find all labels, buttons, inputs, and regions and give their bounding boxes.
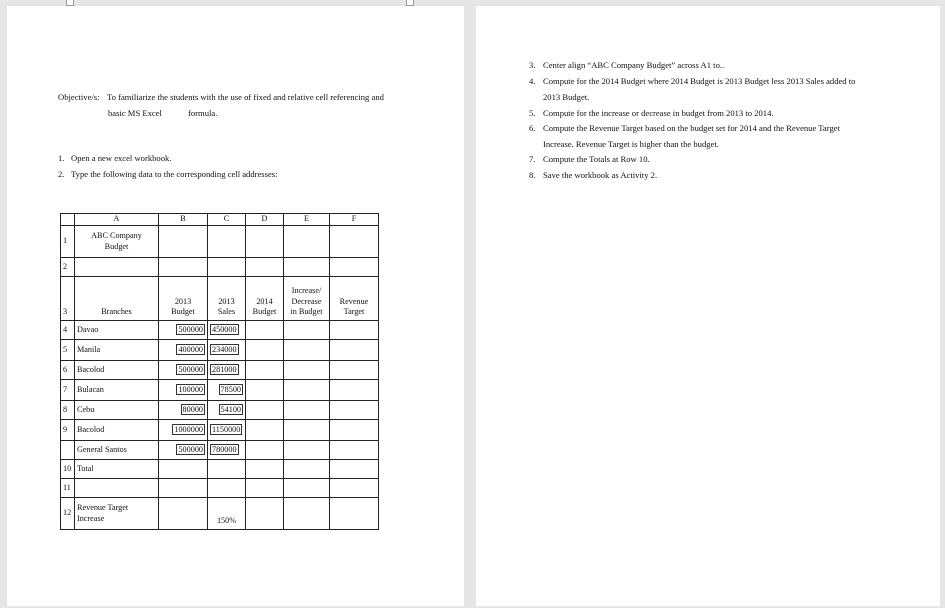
step-text: Compute the Totals at Row 10. <box>543 154 650 164</box>
revenue-label-line: Increase <box>77 513 105 523</box>
table-row <box>61 420 379 441</box>
sales-cell <box>208 401 246 420</box>
sales-cell <box>208 420 246 441</box>
revenue-label-line: Revenue Target <box>77 503 129 513</box>
step-number: 8. <box>529 170 536 180</box>
branch-cell: Bacolod <box>75 420 159 441</box>
sales-cell <box>208 321 246 340</box>
step-number: 1. <box>58 153 65 163</box>
sales-cell <box>208 361 246 380</box>
step-text: Open a new excel workbook. <box>71 153 172 163</box>
column-header-row <box>61 214 379 226</box>
sales-cell <box>208 340 246 361</box>
row-number: 4 <box>61 321 75 340</box>
header-branches: Branches <box>75 277 159 321</box>
column-header: B <box>159 214 208 226</box>
budget-value: 500000 <box>178 445 203 455</box>
table-row <box>61 258 379 277</box>
budget-value: 1000000 <box>174 425 203 435</box>
branch-cell: Bulacan <box>75 380 159 401</box>
revenue-target-row <box>61 498 379 530</box>
step-number: 5. <box>529 108 536 118</box>
step-number: 4. <box>529 76 536 86</box>
a1-line: ABC Company <box>91 231 142 241</box>
sales-cell <box>208 441 246 460</box>
row-number: 2 <box>61 258 75 277</box>
step-number: 6. <box>529 123 536 133</box>
sales-value: 78500 <box>220 385 241 395</box>
row-number: 10 <box>61 460 75 479</box>
step-text-continued: Increase. Revenue Target is higher than the budget. <box>543 139 719 149</box>
objective-text-line-2b: formula. <box>188 108 218 118</box>
budget-cell <box>159 361 208 380</box>
sales-value: 54100 <box>220 405 241 415</box>
header-line: Revenue <box>339 296 369 306</box>
step-number: 2. <box>58 169 65 179</box>
step-text: Center align “ABC Company Budget” across A1 to.. <box>543 60 725 70</box>
header-line: Decrease <box>291 296 322 306</box>
document-page-left <box>7 6 464 606</box>
total-row <box>61 460 379 479</box>
header-line: Sales <box>217 306 236 316</box>
column-header: E <box>284 214 330 226</box>
budget-value: 400000 <box>178 345 203 355</box>
branch-cell: Bacolod <box>75 361 159 380</box>
header-line: 2013 <box>218 296 235 306</box>
budget-cell <box>159 340 208 361</box>
budget-value: 100000 <box>178 385 203 395</box>
table-row <box>61 340 379 361</box>
table-row <box>61 479 379 498</box>
header-line: 2013 <box>174 296 192 306</box>
sales-value: 780000 <box>212 445 237 455</box>
step-text: Type the following data to the corresponding cell addresses: <box>71 169 278 179</box>
column-header: C <box>208 214 246 226</box>
row-number: 12 <box>61 498 75 530</box>
revenue-target-value: 150% <box>208 498 246 530</box>
step-text: Compute the Revenue Target based on the budget set for 2014 and the Revenue Target <box>543 123 840 133</box>
budget-cell <box>159 420 208 441</box>
step-number: 3. <box>529 60 536 70</box>
table-row <box>61 226 379 258</box>
branch-cell: Manila <box>75 340 159 361</box>
objective-text-line-1: To familiarize the students with the use of fixed and relative cell referencing and <box>107 92 384 102</box>
row-number: 9 <box>61 420 75 441</box>
row-number: 11 <box>61 479 75 498</box>
header-2013-budget <box>159 277 208 321</box>
step-text: Compute for the 2014 Budget where 2014 Budget is 2013 Budget less 2013 Sales added to <box>543 76 856 86</box>
budget-cell <box>159 441 208 460</box>
budget-cell <box>159 401 208 420</box>
table-row <box>61 441 379 460</box>
header-line: in Budget <box>290 306 323 316</box>
table-row <box>61 361 379 380</box>
a1-line: Budget <box>104 241 129 251</box>
table-row <box>61 321 379 340</box>
header-line: 2014 <box>256 296 273 306</box>
document-page-right <box>476 6 940 606</box>
table-row <box>61 380 379 401</box>
sales-cell <box>208 380 246 401</box>
row-number: 6 <box>61 361 75 380</box>
row-number: 5 <box>61 340 75 361</box>
header-line: Increase/ <box>291 286 322 296</box>
sales-value: 450000 <box>212 325 237 335</box>
header-line: Budget <box>171 306 195 316</box>
header-row <box>61 277 379 321</box>
sales-value: 1150000 <box>212 425 241 435</box>
step-text: Save the workbook as Activity 2. <box>543 170 658 180</box>
column-header: D <box>246 214 284 226</box>
header-increase-decrease <box>284 277 330 321</box>
sales-value: 281000 <box>212 365 237 375</box>
row-number: 7 <box>61 380 75 401</box>
corner-cell <box>61 214 75 226</box>
budget-value: 500000 <box>178 325 203 335</box>
step-text: Compute for the increase or decrease in budget from 2013 to 2014. <box>543 108 774 118</box>
budget-value: 80000 <box>182 405 203 415</box>
branch-cell: Cebu <box>75 401 159 420</box>
step-number: 7. <box>529 154 536 164</box>
header-line: Target <box>343 306 365 316</box>
row-number: 8 <box>61 401 75 420</box>
total-label: Total <box>75 460 159 479</box>
column-header: A <box>75 214 159 226</box>
branch-cell: General Santos <box>75 441 159 460</box>
column-header: F <box>330 214 379 226</box>
objective-text-line-2a: basic MS Excel <box>108 108 162 118</box>
header-2014-budget <box>246 277 284 321</box>
budget-cell <box>159 380 208 401</box>
budget-value: 500000 <box>178 365 203 375</box>
revenue-target-label <box>75 498 159 530</box>
budget-table <box>60 213 379 530</box>
budget-cell <box>159 321 208 340</box>
step-text-continued: 2013 Budget. <box>543 92 590 102</box>
header-revenue-target <box>330 277 379 321</box>
cell-a1 <box>75 226 159 258</box>
row-number: 3 <box>61 277 75 321</box>
objective-label: Objective/s: <box>58 92 100 102</box>
sales-value: 234000 <box>212 345 237 355</box>
row-number: 1 <box>61 226 75 258</box>
row-number <box>61 441 75 460</box>
header-line: Budget <box>252 306 277 316</box>
table-row <box>61 401 379 420</box>
branch-cell: Davao <box>75 321 159 340</box>
header-2013-sales <box>208 277 246 321</box>
